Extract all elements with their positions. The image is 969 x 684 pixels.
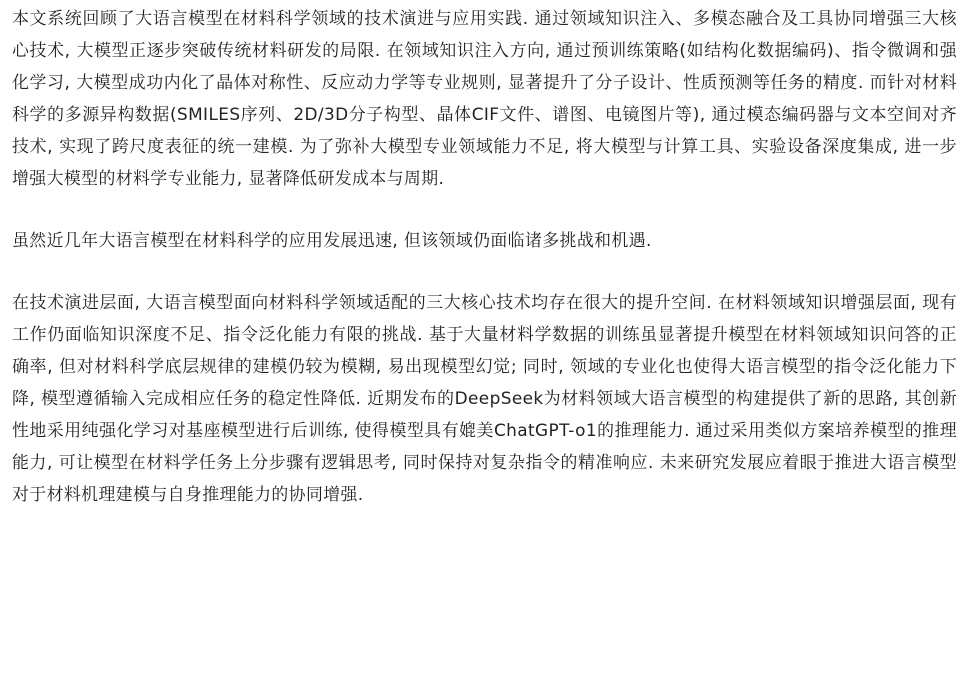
- paragraph-summary: 本文系统回顾了大语言模型在材料科学领域的技术演进与应用实践. 通过领域知识注入、多模态融合及工具协同增强三大核心技术, 大模型正逐步突破传统材料研发的局限. 在领域知识注入方向, 通过预训练策略(如结构化数据编码)、指令微调和强化学习, 大模型成功内化了晶体对称性、反应动力学等专业规则, 显著提升了分子设计、性质预测等任务的精度. 而针对材料科学的多源异构数据(SMILES序列、2D/3D分子构型、晶体CIF文件、谱图、电镜图片等), 通过模态编码器与文本空间对齐技术, 实现了跨尺度表征的统一建模. 为了弥补大模型专业领域能力不足, 将大模型与计算工具、实验设备深度集成, 进一步增强大模型的材料学专业能力, 显著降低研发成本与周期.: [12, 8, 957, 188]
- paragraph-challenges-intro: 虽然近几年大语言模型在材料科学的应用发展迅速, 但该领域仍面临诸多挑战和机遇.: [12, 230, 652, 250]
- paragraph-technical-evolution: 在技术演进层面, 大语言模型面向材料科学领域适配的三大核心技术均存在很大的提升空间. 在材料领域知识增强层面, 现有工作仍面临知识深度不足、指令泛化能力有限的挑战. 基于大量材料学数据的训练虽显著提升模型在材料领域知识问答的正确率, 但对材料科学底层规律的建模仍较为模糊, 易出现模型幻觉; 同时, 领域的专业化也使得大语言模型的指令泛化能力下降, 模型遵循输入完成相应任务的稳定性降低. 近期发布的DeepSeek为材料领域大语言模型的构建提供了新的思路, 其创新性地采用纯强化学习对基座模型进行后训练, 使得模型具有媲美ChatGPT-o1的推理能力. 通过采用类似方案培养模型的推理能力, 可让模型在材料学任务上分步骤有逻辑思考, 同时保持对复杂指令的精准响应. 未来研究发展应着眼于推进大语言模型对于材料机理建模与自身推理能力的协同增强.: [12, 292, 957, 504]
